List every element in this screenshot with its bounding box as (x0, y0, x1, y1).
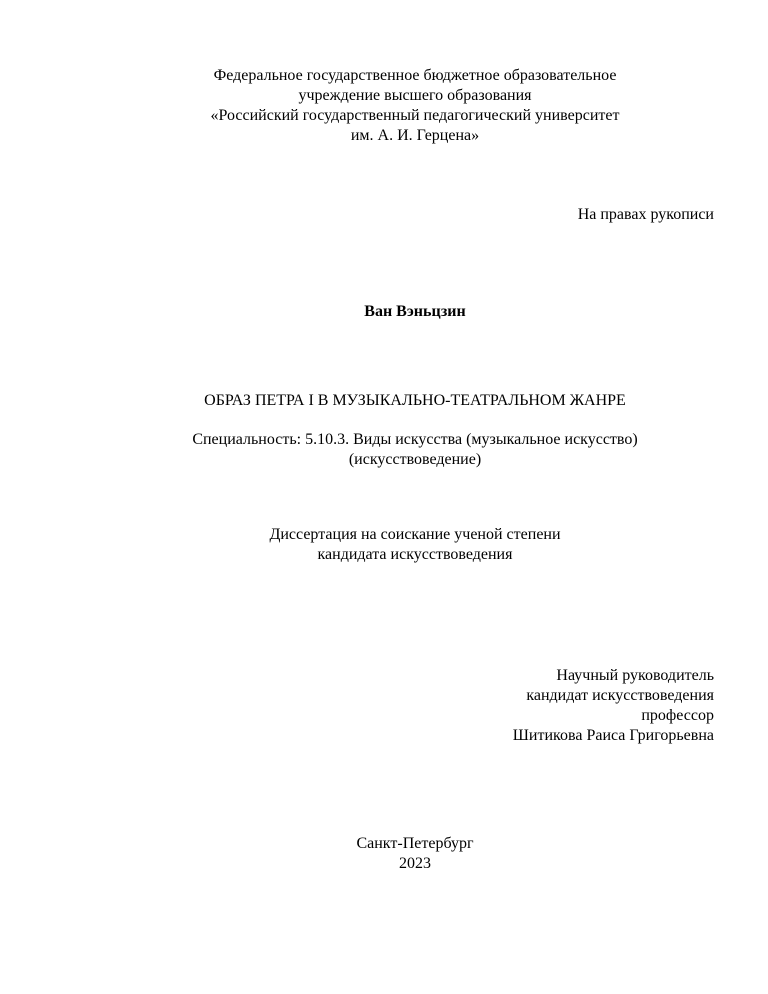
dissertation-line: кандидата искусствоведения (317, 546, 513, 563)
specialty-line: (искусствоведение) (348, 451, 482, 468)
dissertation-line: Диссертация на соискание ученой степени (269, 526, 561, 543)
institution-line: «Российский государственный педагогический университет (210, 107, 620, 124)
author-name-text: Ван Вэньцзин (364, 303, 466, 320)
institution-line: учреждение высшего образования (298, 87, 532, 104)
year: 2023 (399, 855, 431, 872)
manuscript-note (578, 205, 714, 225)
advisor-line: Шитикова Раиса Григорьевна (512, 727, 714, 744)
institution-line: Федеральное государственное бюджетное образовательное (213, 67, 617, 84)
manuscript-note-text: На правах рукописи (577, 206, 714, 223)
advisor-line: Научный руководитель (556, 667, 714, 684)
institution-header (0, 66, 768, 146)
institution-line: им. А. И. Герцена» (350, 127, 480, 144)
advisor-line: кандидат искусствоведения (526, 687, 714, 704)
city: Санкт-Петербург (356, 835, 474, 852)
specialty-line: Специальность: 5.10.3. Виды искусства (музыкальное искусство) (192, 431, 638, 448)
author-name (0, 302, 768, 322)
scientific-advisor (513, 666, 714, 746)
specialty (0, 430, 768, 470)
thesis-title (0, 391, 768, 411)
dissertation-statement (0, 525, 768, 565)
city-year (0, 834, 768, 874)
advisor-line: профессор (641, 707, 714, 724)
thesis-title-text: ОБРАЗ ПЕТРА I В МУЗЫКАЛЬНО-ТЕАТРАЛЬНОМ ЖАНРЕ (204, 392, 626, 409)
